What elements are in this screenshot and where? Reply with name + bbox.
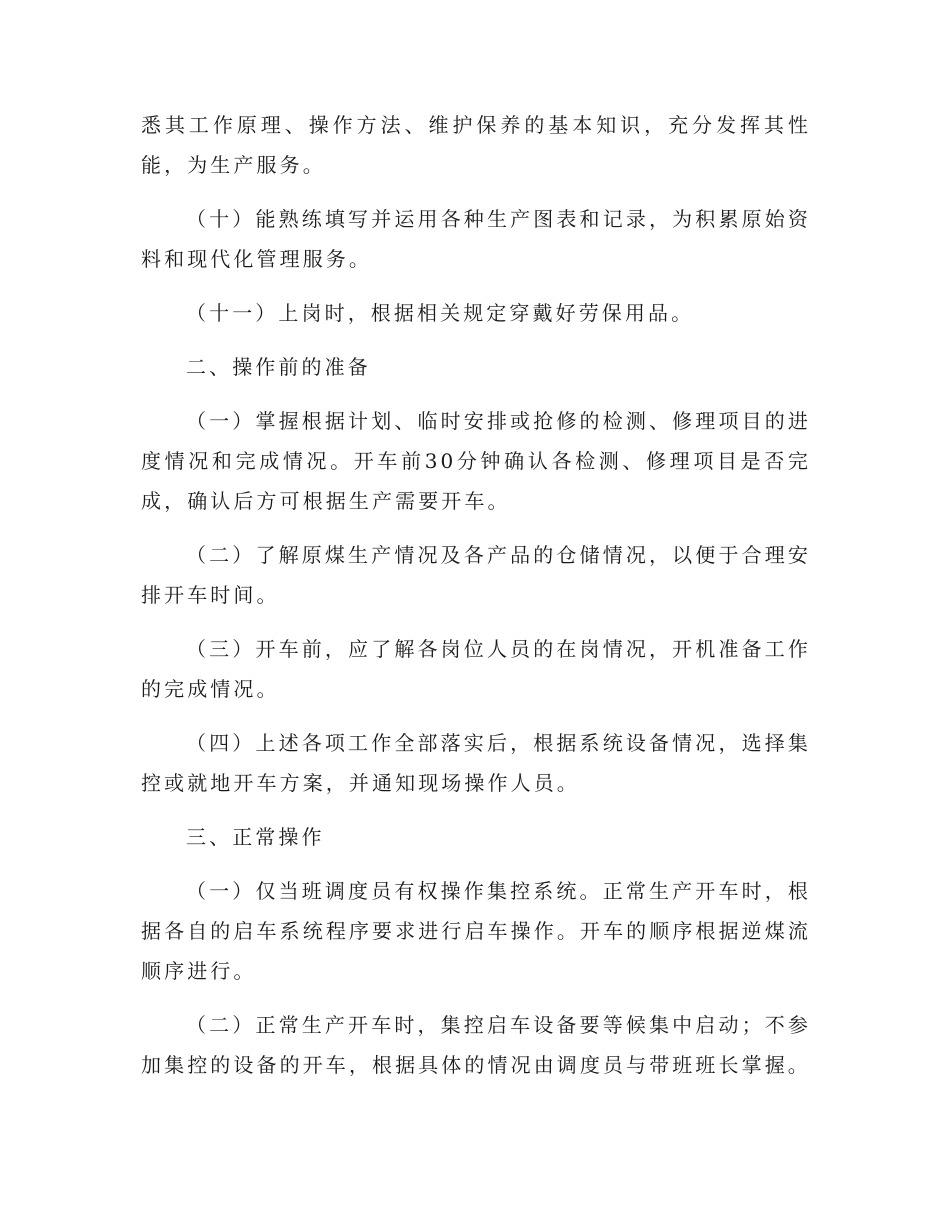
- paragraph-prep-1: （一）掌握根据计划、临时安排或抢修的检测、修理项目的进度情况和完成情况。开车前30分钟确认各检测、修理项目是否完成，确认后方可根据生产需要开车。: [141, 409, 811, 513]
- paragraph-item-11: （十一）上岗时，根据相关规定穿戴好劳保用品。: [186, 301, 695, 325]
- document-body: [141, 105, 811, 1099]
- section-heading-preparation: 二、操作前的准备: [186, 355, 371, 379]
- paragraph-operation-2: （二）正常生产开车时，集控启车设备要等候集中启动；不参加集控的设备的开车，根据具体的情况由调度员与带班班长掌握。: [141, 1013, 811, 1077]
- paragraph-continuation: 悉其工作原理、操作方法、维护保养的基本知识，充分发挥其性能，为生产服务。: [141, 113, 811, 177]
- paragraph-operation-1: （一）仅当班调度员有权操作集控系统。正常生产开车时，根据各自的启车系统程序要求进行启车操作。开车的顺序根据逆煤流顺序进行。: [141, 879, 811, 983]
- paragraph-prep-4: （四）上述各项工作全部落实后，根据系统设备情况，选择集控或就地开车方案，并通知现场操作人员。: [141, 731, 811, 795]
- paragraph-item-10: （十）能熟练填写并运用各种生产图表和记录，为积累原始资料和现代化管理服务。: [141, 207, 811, 271]
- paragraph-prep-2: （二）了解原煤生产情况及各产品的仓储情况，以便于合理安排开车时间。: [141, 543, 811, 607]
- paragraph-prep-3: （三）开车前，应了解各岗位人员的在岗情况，开机准备工作的完成情况。: [141, 637, 811, 701]
- section-heading-normal-operation: 三、正常操作: [186, 825, 325, 849]
